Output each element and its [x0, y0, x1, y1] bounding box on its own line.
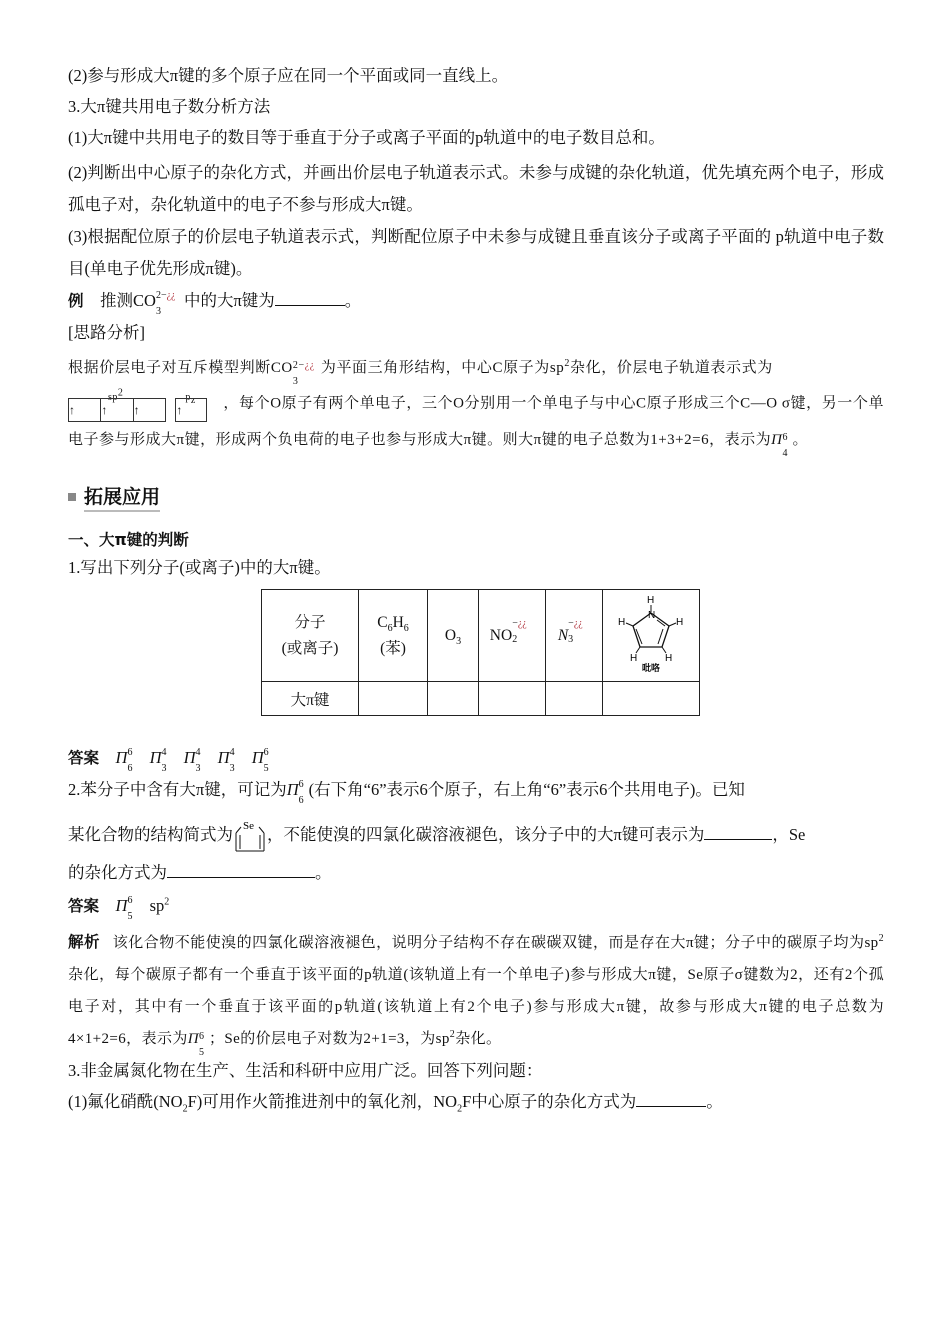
- square-bullet-icon: [68, 493, 76, 501]
- ion-charge: 2−¿¿ 3: [292, 360, 315, 387]
- answer-cell[interactable]: [359, 682, 428, 716]
- question-3-1: (1)氟化硝酰$(NO_2F)$可用作火箭推进剂中的氧化剂，$NO_2F$中心原子的杂化方式为 。: [68, 1092, 723, 1115]
- ozone-cell: $O_3$: [428, 590, 479, 682]
- text-line: (1)大π键中共用电子的数目等于垂直于分子或离子平面的p轨道中的电子数目总和。: [68, 128, 665, 147]
- header-cell: 分子 (或离子): [262, 590, 359, 682]
- answer-blank[interactable]: [275, 289, 345, 306]
- question-2-line-2: 某化合物的结构简式为 Se ，不能使溴的四氯化碳溶液褪色，该分子中的大π键可表示为 ，Se: [68, 819, 884, 853]
- svg-text:H: H: [676, 617, 684, 628]
- answer-cell[interactable]: [546, 682, 603, 716]
- up-arrow-icon: ↑: [176, 403, 183, 417]
- analysis-paragraph: 根据价层电子对互斥模型判断CO 2−¿¿ 3 为平面三角形结构，中心C原子为$sp^2$杂化，价层电子轨道表示式为: [68, 358, 773, 387]
- pyrrole-structure-icon: [611, 593, 691, 673]
- answer-cell[interactable]: [603, 682, 700, 716]
- question-2-line-3: 的杂化方式为 。: [68, 863, 332, 882]
- analysis-paragraph-2: $sp^2$ ↑ ↑ ↑ $p_z$ ↑ ，每个O原子有两个单电子，三个O分别用一个单电子与中心C原子形成三个C—O σ键，另一个单电子参与形成大π键，形成两个负电荷的电子也参与形成大π键。则大π键的电子总数为1+3+2=6，表示为Π 6 4 。: [68, 384, 884, 456]
- analysis-title: [思路分析]: [68, 323, 145, 342]
- section-heading: 拓展应用: [68, 482, 884, 512]
- sp2-orbital-diagram: $sp^2$ ↑ ↑ ↑: [68, 384, 171, 424]
- document-page: [68, 64, 884, 1121]
- text-line: 3.大π键共用电子数分析方法: [68, 97, 271, 116]
- azide-cell: N −¿¿ 3: [546, 590, 603, 682]
- up-arrow-icon: ↑: [101, 399, 133, 421]
- pi-bond-table: [261, 589, 700, 716]
- svg-text:Se: Se: [243, 820, 254, 832]
- row-label: 大π键: [262, 682, 359, 716]
- answer-cell[interactable]: [479, 682, 546, 716]
- paragraph: (3)根据配位原子的价层电子轨道表示式，判断配位原子中未参与成键且垂直该分子或离子平面的 p轨道中电子数目(单电子优先形成π键)。: [68, 227, 884, 278]
- up-arrow-icon: ↑: [133, 403, 141, 417]
- example-label: 例: [68, 292, 84, 310]
- svg-text:H: H: [647, 595, 655, 606]
- svg-text:H: H: [618, 617, 626, 628]
- nitrite-cell: NO −¿¿ 2: [479, 590, 546, 682]
- answer-blank[interactable]: [167, 861, 315, 878]
- example-text: 推测: [100, 291, 134, 310]
- svg-text:N: N: [648, 610, 656, 621]
- question-3: 3.非金属氮化物在生产、生活和科研中应用广泛。回答下列问题：: [68, 1061, 543, 1080]
- up-arrow-icon: ↑: [69, 399, 101, 421]
- svg-text:H: H: [630, 653, 638, 664]
- benzene-cell: $C_6H_6$ (苯): [359, 590, 428, 682]
- svg-text:H: H: [665, 653, 673, 664]
- example-line: 例 推测CO 2−¿¿ 3 中的大π键为 。: [68, 290, 362, 317]
- answer-blank[interactable]: [704, 823, 772, 840]
- ion-charge: 2−¿¿ 3: [155, 290, 176, 317]
- answer-blank[interactable]: [636, 1090, 706, 1107]
- paragraph: (2)判断出中心原子的杂化方式，并画出价层电子轨道表示式。未参与成键的杂化轨道，优先填充两个电子，形成孤电子对，杂化轨道中的电子不参与形成大π键。: [68, 163, 884, 214]
- explanation: 解析 该化合物不能使溴的四氯化碳溶液褪色，说明分子结构不存在碳碳双键，而是存在大π键；分子中的碳原子均为$sp^2$杂化，每个碳原子都有一个垂直于该平面的p轨道(该轨道上有一个单电子)参与形成大π键，Se原子σ键数为2，还有2个孤电子对，其中有一个垂直于该平面的p轨道(该轨道上有2个电子)参与形成大π键，故参与形成大π键的电子总数为4×1+2=6，表示为Π 6 5 ；Se的价层电子对数为2+1=3，为$sp^2$杂化。: [68, 933, 884, 1058]
- question-2-line-1: 2.苯分子中含有大π键，可记为Π 6 6 (右下角“6”表示6个原子，右上角“6”表示6个共用电子)。已知: [68, 779, 745, 806]
- question-1: 1.写出下列分子(或离子)中的大π键。: [68, 558, 331, 577]
- selenophene-structure-icon: [233, 819, 267, 853]
- text-line: (2)参与形成大π键的多个原子应在同一个平面或同一直线上。: [68, 66, 509, 85]
- pyrrole-cell: [603, 590, 700, 682]
- answer-1: 答案 Π 6 6 Π 4 3 Π 4 3 Π 4 3 Π 6 5: [68, 747, 269, 774]
- formula: CO: [133, 291, 156, 310]
- pz-orbital-diagram: $p_z$ ↑: [175, 384, 223, 424]
- answer-2: 答案 Π 6 5 $sp^2$: [68, 895, 170, 922]
- subsection-heading: 一、大π键的判断: [68, 531, 189, 549]
- svg-text:吡咯: 吡咯: [642, 664, 661, 673]
- example-text: 中的大π键为: [183, 291, 275, 310]
- answer-cell[interactable]: [428, 682, 479, 716]
